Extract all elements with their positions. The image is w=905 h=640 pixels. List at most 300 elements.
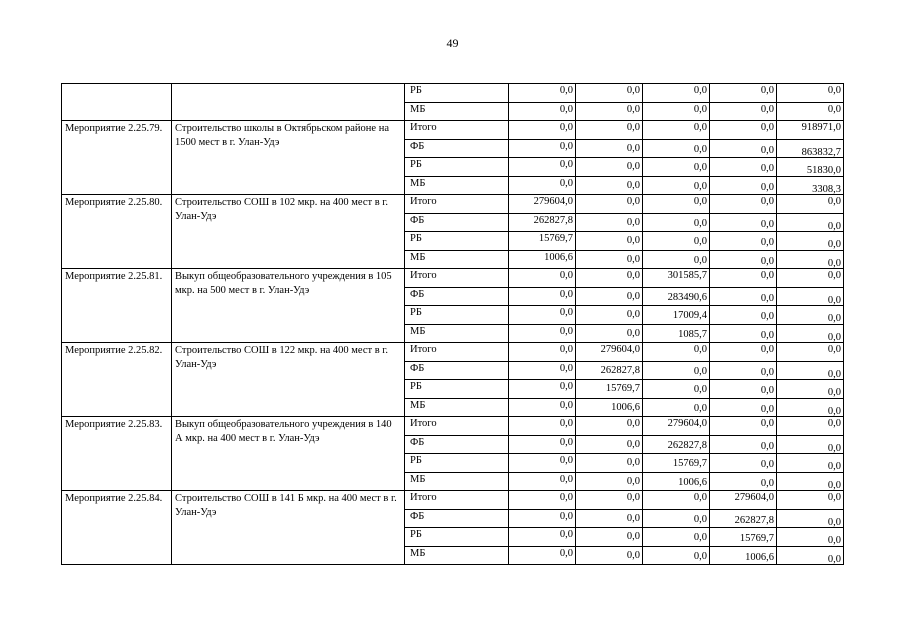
amount-value: 0,0 — [626, 196, 640, 207]
amount-cell — [509, 250, 576, 269]
amount-cell — [643, 84, 710, 103]
amount-value: 0,0 — [693, 196, 707, 207]
amount-cell — [643, 102, 710, 121]
amount-value: 918971,0 — [801, 122, 841, 133]
table-row — [62, 84, 844, 103]
amount-value: 0,0 — [559, 362, 573, 374]
amount-value: 0,0 — [693, 143, 707, 155]
amount-cell — [509, 269, 576, 288]
table-row — [62, 343, 844, 362]
amount-cell — [643, 158, 710, 177]
amount-value: 0,0 — [760, 366, 774, 378]
amount-value: 262827,8 — [667, 439, 707, 451]
fund-source-cell: Итого — [405, 121, 509, 140]
measure-description: Выкуп общеобразовательного учреждения в 140 А мкр. на 400 мест в г. Улан-Удэ — [172, 417, 405, 491]
amount-cell — [643, 269, 710, 288]
amount-value: 0,0 — [693, 217, 707, 229]
amount-value: 0,0 — [559, 177, 573, 189]
amount-cell — [710, 195, 777, 214]
amount-cell — [576, 528, 643, 547]
amount-cell — [777, 158, 844, 177]
amount-value: 0,0 — [760, 418, 774, 429]
amount-cell — [509, 472, 576, 491]
amount-value: 0,0 — [760, 292, 774, 304]
amount-cell — [777, 250, 844, 269]
amount-value: 0,0 — [559, 492, 573, 503]
amount-value: 0,0 — [693, 550, 707, 562]
table-row — [62, 121, 844, 140]
amount-cell — [643, 491, 710, 510]
amount-cell — [643, 361, 710, 380]
amount-value: 0,0 — [693, 122, 707, 133]
fund-source-cell: РБ — [405, 380, 509, 399]
amount-cell — [576, 435, 643, 454]
amount-value: 0,0 — [559, 325, 573, 337]
amount-cell — [777, 398, 844, 417]
amount-cell — [509, 435, 576, 454]
amount-value: 15769,7 — [605, 383, 640, 394]
amount-value: 279604,0 — [533, 196, 573, 207]
amount-cell — [643, 232, 710, 251]
amount-cell — [509, 454, 576, 473]
amount-cell — [777, 528, 844, 547]
amount-cell — [777, 361, 844, 380]
fund-source-cell: Итого — [405, 491, 509, 510]
amount-value: 0,0 — [626, 438, 640, 450]
measure-description: Строительство СОШ в 141 Б мкр. на 400 мест в г. Улан-Удэ — [172, 491, 405, 565]
amount-value: 0,0 — [827, 103, 841, 115]
amount-value: 0,0 — [827, 492, 841, 503]
fund-source-cell: ФБ — [405, 509, 509, 528]
fund-source-cell: МБ — [405, 546, 509, 565]
amount-value: 0,0 — [827, 196, 841, 207]
amount-value: 0,0 — [559, 529, 573, 540]
amount-cell — [509, 343, 576, 362]
amount-value: 0,0 — [827, 387, 841, 398]
amount-cell — [576, 176, 643, 195]
measure-label: Мероприятие 2.25.79. — [62, 121, 172, 195]
amount-value: 0,0 — [559, 103, 573, 115]
amount-value: 0,0 — [559, 381, 573, 392]
amount-cell — [576, 361, 643, 380]
amount-cell — [777, 195, 844, 214]
amount-cell — [643, 121, 710, 140]
amount-value: 0,0 — [760, 144, 774, 156]
amount-cell — [509, 324, 576, 343]
amount-value: 0,0 — [559, 85, 573, 96]
amount-cell — [509, 102, 576, 121]
amount-cell — [576, 84, 643, 103]
amount-value: 1006,6 — [544, 251, 573, 263]
amount-value: 0,0 — [626, 270, 640, 281]
amount-cell — [710, 84, 777, 103]
amount-value: 0,0 — [693, 344, 707, 355]
amount-cell — [643, 435, 710, 454]
amount-cell — [509, 121, 576, 140]
amount-value: 0,0 — [559, 288, 573, 300]
amount-cell — [710, 546, 777, 565]
amount-cell — [576, 398, 643, 417]
amount-cell — [509, 398, 576, 417]
amount-value: 0,0 — [827, 535, 841, 546]
amount-value: 0,0 — [559, 159, 573, 170]
amount-cell — [643, 454, 710, 473]
amount-cell — [576, 102, 643, 121]
amount-cell — [509, 491, 576, 510]
amount-cell — [710, 213, 777, 232]
measure-description: Строительство СОШ в 102 мкр. на 400 мест в г. Улан-Удэ — [172, 195, 405, 269]
amount-value: 0,0 — [827, 553, 841, 565]
table-row — [62, 491, 844, 510]
amount-value: 0,0 — [760, 85, 774, 96]
amount-cell — [576, 232, 643, 251]
amount-value: 0,0 — [626, 235, 640, 246]
amount-value: 262827,8 — [533, 214, 573, 226]
amount-cell — [777, 176, 844, 195]
fund-source-cell: ФБ — [405, 139, 509, 158]
fund-source-cell: Итого — [405, 269, 509, 288]
amount-cell — [710, 417, 777, 436]
amount-value: 0,0 — [626, 142, 640, 154]
measure-label: Мероприятие 2.25.81. — [62, 269, 172, 343]
amount-value: 0,0 — [827, 270, 841, 281]
amount-cell — [710, 472, 777, 491]
amount-value: 0,0 — [760, 440, 774, 452]
amount-cell — [643, 343, 710, 362]
amount-value: 0,0 — [626, 161, 640, 172]
measure-label: Мероприятие 2.25.82. — [62, 343, 172, 417]
amount-cell — [777, 232, 844, 251]
amount-value: 0,0 — [693, 532, 707, 543]
amount-cell — [710, 435, 777, 454]
amount-value: 0,0 — [827, 479, 841, 491]
amount-cell — [643, 195, 710, 214]
amount-cell — [710, 509, 777, 528]
amount-cell — [643, 176, 710, 195]
amount-cell — [643, 509, 710, 528]
measure-label: Мероприятие 2.25.83. — [62, 417, 172, 491]
amount-cell — [777, 102, 844, 121]
amount-value: 0,0 — [827, 294, 841, 306]
amount-cell — [509, 361, 576, 380]
amount-cell — [576, 324, 643, 343]
amount-value: 0,0 — [626, 103, 640, 115]
amount-value: 0,0 — [760, 163, 774, 174]
measure-description: Строительство школы в Октябрьском районе на 1500 мест в г. Улан-Удэ — [172, 121, 405, 195]
amount-value: 0,0 — [760, 344, 774, 355]
fund-source-cell: МБ — [405, 250, 509, 269]
amount-cell — [777, 343, 844, 362]
amount-cell — [777, 380, 844, 399]
amount-value: 0,0 — [626, 290, 640, 302]
amount-cell — [576, 417, 643, 436]
amount-value: 1085,7 — [678, 328, 707, 340]
measure-description: Выкуп общеобразовательного учреждения в 105 мкр. на 500 мест в г. Улан-Удэ — [172, 269, 405, 343]
amount-value: 262827,8 — [734, 514, 774, 526]
amount-value: 0,0 — [760, 218, 774, 230]
amount-value: 0,0 — [693, 236, 707, 247]
amount-value: 0,0 — [827, 220, 841, 232]
amount-cell — [509, 306, 576, 325]
amount-value: 0,0 — [626, 512, 640, 524]
amount-cell — [710, 269, 777, 288]
fund-source-cell: ФБ — [405, 435, 509, 454]
amount-cell — [710, 454, 777, 473]
amount-value: 0,0 — [760, 122, 774, 133]
amount-value: 0,0 — [827, 442, 841, 454]
amount-cell — [777, 472, 844, 491]
fund-source-cell: РБ — [405, 84, 509, 103]
amount-cell — [643, 546, 710, 565]
amount-cell — [509, 139, 576, 158]
amount-value: 0,0 — [626, 253, 640, 265]
amount-value: 0,0 — [827, 461, 841, 472]
amount-value: 0,0 — [760, 270, 774, 281]
amount-value: 0,0 — [559, 399, 573, 411]
continued-label-cell — [62, 84, 172, 121]
amount-cell — [576, 269, 643, 288]
amount-cell — [643, 250, 710, 269]
amount-cell — [777, 454, 844, 473]
amount-value: 0,0 — [760, 329, 774, 341]
amount-cell — [509, 546, 576, 565]
amount-cell — [710, 232, 777, 251]
amount-value: 1006,6 — [745, 551, 774, 563]
amount-cell — [643, 287, 710, 306]
fund-source-cell: РБ — [405, 306, 509, 325]
amount-value: 0,0 — [827, 331, 841, 343]
amount-value: 0,0 — [559, 140, 573, 152]
table-row — [62, 417, 844, 436]
amount-cell — [576, 158, 643, 177]
amount-value: 0,0 — [559, 473, 573, 485]
amount-value: 0,0 — [693, 180, 707, 192]
amount-value: 279604,0 — [734, 492, 774, 503]
amount-cell — [643, 472, 710, 491]
fund-source-cell: ФБ — [405, 361, 509, 380]
amount-value: 0,0 — [760, 477, 774, 489]
amount-value: 0,0 — [827, 344, 841, 355]
amount-cell — [643, 528, 710, 547]
page-number: 49 — [446, 36, 459, 50]
amount-value: 0,0 — [827, 516, 841, 528]
amount-cell — [710, 528, 777, 547]
amount-cell — [777, 417, 844, 436]
amount-cell — [576, 306, 643, 325]
amount-value: 17009,4 — [672, 310, 707, 321]
amount-cell — [643, 417, 710, 436]
amount-cell — [576, 250, 643, 269]
amount-value: 15769,7 — [672, 458, 707, 469]
amount-cell — [777, 287, 844, 306]
amount-cell — [710, 176, 777, 195]
amount-value: 0,0 — [827, 257, 841, 269]
amount-cell — [777, 213, 844, 232]
amount-cell — [509, 528, 576, 547]
amount-value: 15769,7 — [739, 533, 774, 544]
amount-cell — [710, 158, 777, 177]
amount-value: 0,0 — [559, 510, 573, 522]
amount-cell — [710, 491, 777, 510]
fund-source-cell: РБ — [405, 454, 509, 473]
amount-value: 0,0 — [559, 547, 573, 559]
amount-cell — [576, 195, 643, 214]
amount-cell — [576, 472, 643, 491]
amount-value: 0,0 — [626, 179, 640, 191]
amount-cell — [777, 84, 844, 103]
amount-cell — [710, 121, 777, 140]
amount-value: 0,0 — [827, 239, 841, 250]
amount-cell — [643, 398, 710, 417]
amount-value: 0,0 — [760, 181, 774, 193]
amount-cell — [509, 158, 576, 177]
amount-cell — [777, 435, 844, 454]
amount-value: 0,0 — [559, 270, 573, 281]
amount-value: 0,0 — [827, 368, 841, 380]
amount-cell — [509, 380, 576, 399]
amount-value: 0,0 — [827, 313, 841, 324]
amount-value: 301585,7 — [667, 270, 707, 281]
amount-cell — [576, 213, 643, 232]
amount-value: 0,0 — [559, 455, 573, 466]
budget-table — [61, 83, 844, 565]
amount-cell — [777, 546, 844, 565]
amount-cell — [710, 324, 777, 343]
amount-cell — [643, 380, 710, 399]
measure-label: Мероприятие 2.25.80. — [62, 195, 172, 269]
amount-value: 3308,3 — [812, 183, 841, 195]
amount-value: 0,0 — [626, 85, 640, 96]
amount-value: 0,0 — [760, 196, 774, 207]
amount-cell — [643, 213, 710, 232]
amount-value: 0,0 — [626, 531, 640, 542]
amount-value: 0,0 — [626, 475, 640, 487]
fund-source-cell: Итого — [405, 417, 509, 436]
amount-value: 0,0 — [559, 307, 573, 318]
amount-value: 1006,6 — [611, 401, 640, 413]
amount-cell — [710, 361, 777, 380]
amount-value: 0,0 — [626, 549, 640, 561]
amount-value: 0,0 — [693, 103, 707, 115]
amount-cell — [509, 509, 576, 528]
fund-source-cell: Итого — [405, 195, 509, 214]
amount-cell — [710, 287, 777, 306]
amount-value: 0,0 — [760, 255, 774, 267]
table-row — [62, 195, 844, 214]
amount-value: 0,0 — [760, 403, 774, 415]
amount-value: 0,0 — [693, 492, 707, 503]
amount-cell — [576, 287, 643, 306]
amount-cell — [710, 250, 777, 269]
measure-description: Строительство СОШ в 122 мкр. на 400 мест в г. Улан-Удэ — [172, 343, 405, 417]
amount-value: 0,0 — [827, 405, 841, 417]
amount-value: 0,0 — [693, 513, 707, 525]
amount-value: 0,0 — [760, 459, 774, 470]
amount-value: 0,0 — [693, 254, 707, 266]
amount-cell — [777, 269, 844, 288]
amount-cell — [643, 324, 710, 343]
amount-cell — [777, 121, 844, 140]
amount-cell — [777, 139, 844, 158]
amount-value: 0,0 — [693, 402, 707, 414]
amount-value: 0,0 — [760, 237, 774, 248]
fund-source-cell: ФБ — [405, 287, 509, 306]
amount-cell — [509, 195, 576, 214]
amount-cell — [576, 121, 643, 140]
amount-value: 0,0 — [760, 311, 774, 322]
amount-value: 0,0 — [827, 418, 841, 429]
amount-value: 0,0 — [693, 384, 707, 395]
amount-cell — [576, 509, 643, 528]
amount-cell — [576, 139, 643, 158]
amount-cell — [509, 213, 576, 232]
amount-value: 0,0 — [559, 436, 573, 448]
amount-cell — [710, 139, 777, 158]
fund-source-cell: РБ — [405, 158, 509, 177]
amount-value: 0,0 — [626, 418, 640, 429]
amount-value: 0,0 — [626, 122, 640, 133]
amount-value: 279604,0 — [600, 344, 640, 355]
budget-table-body — [62, 84, 844, 565]
amount-value: 0,0 — [626, 492, 640, 503]
measure-label: Мероприятие 2.25.84. — [62, 491, 172, 565]
table-row — [62, 269, 844, 288]
amount-value: 0,0 — [760, 103, 774, 115]
amount-value: 0,0 — [626, 327, 640, 339]
amount-cell — [710, 102, 777, 121]
fund-source-cell: ФБ — [405, 213, 509, 232]
amount-cell — [576, 454, 643, 473]
amount-value: 863832,7 — [801, 146, 841, 158]
amount-cell — [509, 287, 576, 306]
amount-value: 15769,7 — [538, 233, 573, 244]
amount-cell — [710, 380, 777, 399]
amount-cell — [576, 380, 643, 399]
fund-source-cell: РБ — [405, 528, 509, 547]
fund-source-cell: Итого — [405, 343, 509, 362]
amount-value: 283490,6 — [667, 291, 707, 303]
amount-cell — [576, 546, 643, 565]
amount-cell — [777, 491, 844, 510]
amount-value: 51830,0 — [806, 165, 841, 176]
amount-value: 0,0 — [559, 122, 573, 133]
amount-value: 0,0 — [693, 162, 707, 173]
amount-cell — [576, 491, 643, 510]
amount-value: 0,0 — [559, 344, 573, 355]
amount-value: 279604,0 — [667, 418, 707, 429]
amount-cell — [509, 176, 576, 195]
amount-value: 0,0 — [760, 385, 774, 396]
amount-value: 0,0 — [827, 85, 841, 96]
amount-value: 1006,6 — [678, 476, 707, 488]
amount-cell — [777, 509, 844, 528]
fund-source-cell: МБ — [405, 102, 509, 121]
amount-value: 0,0 — [626, 309, 640, 320]
amount-value: 0,0 — [559, 418, 573, 429]
amount-cell — [509, 417, 576, 436]
continued-description-cell — [172, 84, 405, 121]
fund-source-cell: МБ — [405, 398, 509, 417]
amount-value: 0,0 — [626, 216, 640, 228]
amount-cell — [710, 398, 777, 417]
amount-cell — [710, 343, 777, 362]
fund-source-cell: МБ — [405, 176, 509, 195]
fund-source-cell: РБ — [405, 232, 509, 251]
amount-cell — [643, 306, 710, 325]
amount-cell — [509, 232, 576, 251]
amount-cell — [777, 306, 844, 325]
amount-cell — [509, 84, 576, 103]
